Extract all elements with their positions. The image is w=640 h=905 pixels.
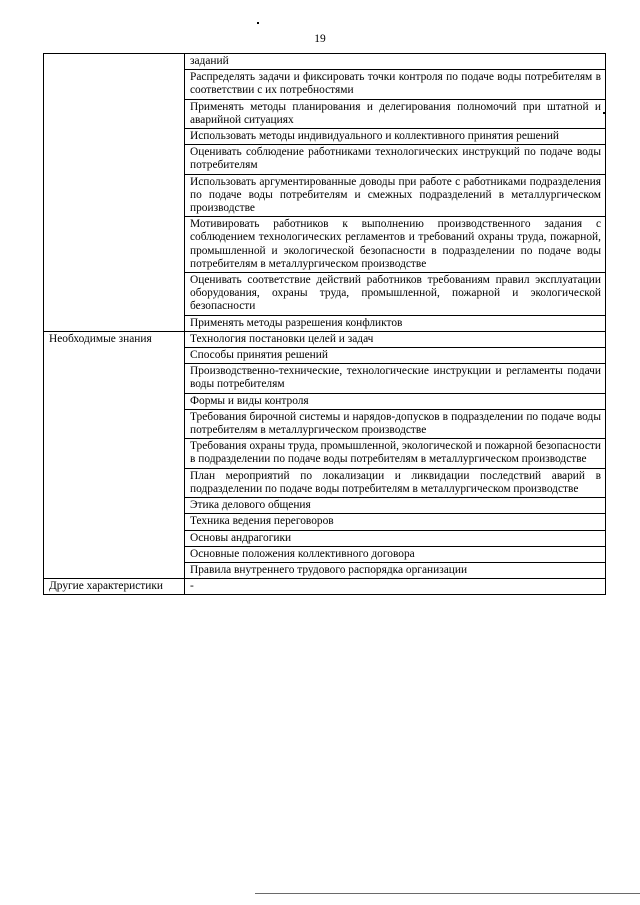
table-cell: Правила внутреннего трудового распорядка организации (185, 562, 606, 578)
table-cell: Требования бирочной системы и нарядов-допусков в подразделении по подаче воды потребителям в металлургическом производстве (185, 409, 606, 438)
section-label-empty (44, 70, 185, 99)
section-label-empty (44, 217, 185, 273)
table-cell: Распределять задачи и фиксировать точки контроля по подаче воды потребителям в соответствии с их потребностями (185, 70, 606, 99)
page-number: 19 (314, 33, 326, 45)
table-row (44, 273, 606, 316)
section-label-empty (44, 129, 185, 145)
table-cell: План мероприятий по локализации и ликвидации последствий аварий в подразделении по подаче воды потребителям в металлургическом производстве (185, 468, 606, 497)
table-row (44, 70, 606, 99)
table-row (44, 331, 606, 347)
table-cell: Техника ведения переговоров (185, 514, 606, 530)
table-cell: Основные положения коллективного договора (185, 546, 606, 562)
table-cell: Мотивировать работников к выполнению производственного задания с соблюдением технологических регламентов и требований охраны труда, пожарной, промышленной и экологической безопасности в подразделении по подаче воды потребителям в металлургическом производстве (185, 217, 606, 273)
section-label-empty (44, 99, 185, 128)
table-cell: Способы принятия решений (185, 348, 606, 364)
section-label-empty (44, 54, 185, 70)
table-cell: Формы и виды контроля (185, 393, 606, 409)
table-row (44, 145, 606, 174)
section-label-other: Другие характеристики (44, 579, 185, 595)
table-cell: Применять методы планирования и делегирования полномочий при штатной и аварийной ситуациях (185, 99, 606, 128)
table-cell: Оценивать соответствие действий работников требованиям правил эксплуатации оборудования, охраны труда, промышленной, пожарной и экологической безопасности (185, 273, 606, 316)
table-cell: Оценивать соблюдение работниками технологических инструкций по подаче воды потребителям (185, 145, 606, 174)
table-row (44, 129, 606, 145)
section-label-empty (44, 315, 185, 331)
table-cell: Применять методы разрешения конфликтов (185, 315, 606, 331)
table-row (44, 579, 606, 595)
section-label-knowledge: Необходимые знания (44, 331, 185, 578)
scan-mark (257, 22, 259, 24)
table-cell: - (185, 579, 606, 595)
table-cell: Технология постановки целей и задач (185, 331, 606, 347)
table-cell: Требования охраны труда, промышленной, экологической и пожарной безопасности в подразделении по подаче воды потребителям в металлургическом производстве (185, 439, 606, 468)
table-cell: Производственно-технические, технологические инструкции и регламенты подачи воды потребителям (185, 364, 606, 393)
table-row (44, 217, 606, 273)
table-row (44, 174, 606, 217)
section-label-empty (44, 174, 185, 217)
table-cell: Этика делового общения (185, 498, 606, 514)
table-row (44, 315, 606, 331)
table-cell: Использовать методы индивидуального и коллективного принятия решений (185, 129, 606, 145)
table-row (44, 54, 606, 70)
competency-table (43, 53, 606, 595)
section-label-empty (44, 273, 185, 316)
footer-scan-line (255, 893, 640, 894)
table-row (44, 99, 606, 128)
table-cell: Основы андрагогики (185, 530, 606, 546)
table-cell: заданий (185, 54, 606, 70)
table-cell: Использовать аргументированные доводы при работе с работниками подразделения по подаче воды потребителям и смежных подразделений в металлургическом производстве (185, 174, 606, 217)
section-label-empty (44, 145, 185, 174)
